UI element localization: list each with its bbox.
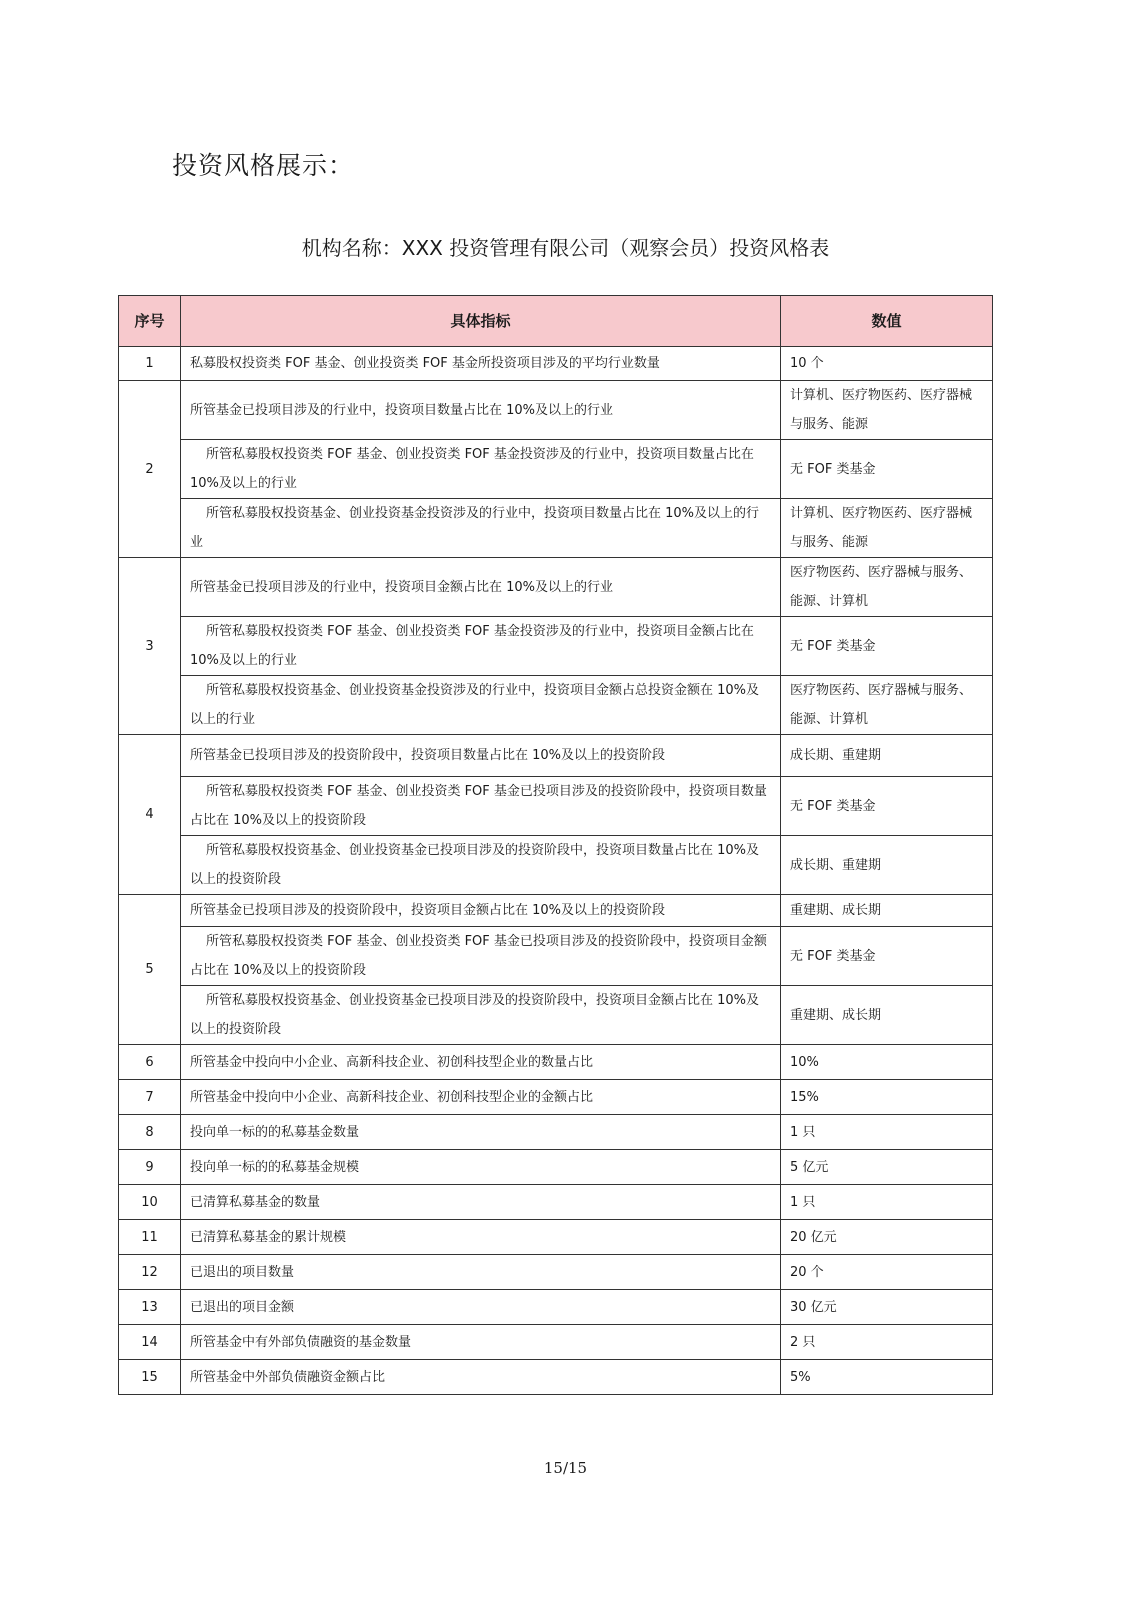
indicator-cell: 所管基金已投项目涉及的行业中，投资项目数量占比在 10%及以上的行业: [181, 381, 781, 440]
indicator-cell: 已清算私募基金的数量: [181, 1185, 781, 1220]
table-row: [119, 617, 993, 676]
value-cell: 5 亿元: [781, 1150, 993, 1185]
column-header-value: 数值: [781, 296, 993, 347]
table-row: [119, 895, 993, 927]
row-number: 15: [119, 1360, 181, 1395]
table-row: [119, 986, 993, 1045]
indicator-cell: 投向单一标的的私募基金数量: [181, 1115, 781, 1150]
page-number: 15/15: [543, 1459, 588, 1477]
value-cell: 10%: [781, 1045, 993, 1080]
indicator-cell: 所管基金中投向中小企业、高新科技企业、初创科技型企业的数量占比: [181, 1045, 781, 1080]
indicator-cell: 所管私募股权投资类 FOF 基金、创业投资类 FOF 基金投资涉及的行业中，投资项目金额占比在 10%及以上的行业: [181, 617, 781, 676]
table-row: [119, 676, 993, 735]
value-cell: 15%: [781, 1080, 993, 1115]
investment-style-table: [118, 295, 993, 1395]
row-number: 11: [119, 1220, 181, 1255]
indicator-cell: 所管私募股权投资类 FOF 基金、创业投资类 FOF 基金已投项目涉及的投资阶段中，投资项目金额占比在 10%及以上的投资阶段: [181, 927, 781, 986]
indicator-cell: 所管私募股权投资类 FOF 基金、创业投资类 FOF 基金已投项目涉及的投资阶段中，投资项目数量占比在 10%及以上的投资阶段: [181, 777, 781, 836]
value-cell: 计算机、医疗物医药、医疗器械与服务、能源: [781, 499, 993, 558]
table-row: [119, 1255, 993, 1290]
value-cell: 10 个: [781, 347, 993, 381]
table-row: [119, 499, 993, 558]
value-cell: 1 只: [781, 1115, 993, 1150]
table-row: [119, 347, 993, 381]
indicator-cell: 投向单一标的的私募基金规模: [181, 1150, 781, 1185]
row-number: 3: [119, 558, 181, 735]
table-row: [119, 558, 993, 617]
indicator-cell: 已退出的项目数量: [181, 1255, 781, 1290]
table-row: [119, 1115, 993, 1150]
indicator-cell: 所管基金中有外部负债融资的基金数量: [181, 1325, 781, 1360]
value-cell: 30 亿元: [781, 1290, 993, 1325]
indicator-cell: 所管私募股权投资基金、创业投资基金投资涉及的行业中，投资项目数量占比在 10%及以上的行业: [181, 499, 781, 558]
section-heading: 投资风格展示：: [172, 151, 355, 180]
row-number: 8: [119, 1115, 181, 1150]
indicator-cell: 私募股权投资类 FOF 基金、创业投资类 FOF 基金所投资项目涉及的平均行业数量: [181, 347, 781, 381]
indicator-cell: 已清算私募基金的累计规模: [181, 1220, 781, 1255]
table-title: 机构名称：XXX 投资管理有限公司（观察会员）投资风格表: [301, 236, 830, 260]
value-cell: 成长期、重建期: [781, 735, 993, 777]
indicator-cell: 所管基金已投项目涉及的投资阶段中，投资项目数量占比在 10%及以上的投资阶段: [181, 735, 781, 777]
indicator-cell: 所管基金已投项目涉及的行业中，投资项目金额占比在 10%及以上的行业: [181, 558, 781, 617]
table-row: [119, 1325, 993, 1360]
table-row: [119, 1150, 993, 1185]
value-cell: 20 亿元: [781, 1220, 993, 1255]
indicator-cell: 所管私募股权投资基金、创业投资基金已投项目涉及的投资阶段中，投资项目金额占比在 10%及以上的投资阶段: [181, 986, 781, 1045]
column-header-no: 序号: [119, 296, 181, 347]
indicator-cell: 所管基金已投项目涉及的投资阶段中，投资项目金额占比在 10%及以上的投资阶段: [181, 895, 781, 927]
row-number: 9: [119, 1150, 181, 1185]
indicator-cell: 所管私募股权投资基金、创业投资基金已投项目涉及的投资阶段中，投资项目数量占比在 10%及以上的投资阶段: [181, 836, 781, 895]
value-cell: 5%: [781, 1360, 993, 1395]
table-row: [119, 381, 993, 440]
row-number: 5: [119, 895, 181, 1045]
row-number: 7: [119, 1080, 181, 1115]
value-cell: 重建期、成长期: [781, 895, 993, 927]
value-cell: 计算机、医疗物医药、医疗器械与服务、能源: [781, 381, 993, 440]
value-cell: 20 个: [781, 1255, 993, 1290]
table-row: [119, 735, 993, 777]
row-number: 12: [119, 1255, 181, 1290]
value-cell: 无 FOF 类基金: [781, 440, 993, 499]
value-cell: 1 只: [781, 1185, 993, 1220]
row-number: 10: [119, 1185, 181, 1220]
row-number: 14: [119, 1325, 181, 1360]
indicator-cell: 所管私募股权投资类 FOF 基金、创业投资类 FOF 基金投资涉及的行业中，投资项目数量占比在 10%及以上的行业: [181, 440, 781, 499]
row-number: 13: [119, 1290, 181, 1325]
row-number: 6: [119, 1045, 181, 1080]
indicator-cell: 所管基金中投向中小企业、高新科技企业、初创科技型企业的金额占比: [181, 1080, 781, 1115]
table-header-row: [119, 296, 993, 347]
indicator-cell: 所管私募股权投资基金、创业投资基金投资涉及的行业中，投资项目金额占总投资金额在 10%及以上的行业: [181, 676, 781, 735]
value-cell: 医疗物医药、医疗器械与服务、能源、计算机: [781, 558, 993, 617]
value-cell: 2 只: [781, 1325, 993, 1360]
value-cell: 医疗物医药、医疗器械与服务、能源、计算机: [781, 676, 993, 735]
row-number: 4: [119, 735, 181, 895]
table-row: [119, 1045, 993, 1080]
table-row: [119, 1290, 993, 1325]
table-row: [119, 777, 993, 836]
table-row: [119, 836, 993, 895]
value-cell: 无 FOF 类基金: [781, 927, 993, 986]
indicator-cell: 已退出的项目金额: [181, 1290, 781, 1325]
table-body: [119, 347, 993, 1395]
table-row: [119, 1220, 993, 1255]
value-cell: 无 FOF 类基金: [781, 617, 993, 676]
table-row: [119, 1360, 993, 1395]
row-number: 2: [119, 381, 181, 558]
table-row: [119, 1185, 993, 1220]
table-row: [119, 1080, 993, 1115]
value-cell: 无 FOF 类基金: [781, 777, 993, 836]
value-cell: 成长期、重建期: [781, 836, 993, 895]
table-row: [119, 440, 993, 499]
column-header-indicator: 具体指标: [181, 296, 781, 347]
indicator-cell: 所管基金中外部负债融资金额占比: [181, 1360, 781, 1395]
value-cell: 重建期、成长期: [781, 986, 993, 1045]
row-number: 1: [119, 347, 181, 381]
table-row: [119, 927, 993, 986]
